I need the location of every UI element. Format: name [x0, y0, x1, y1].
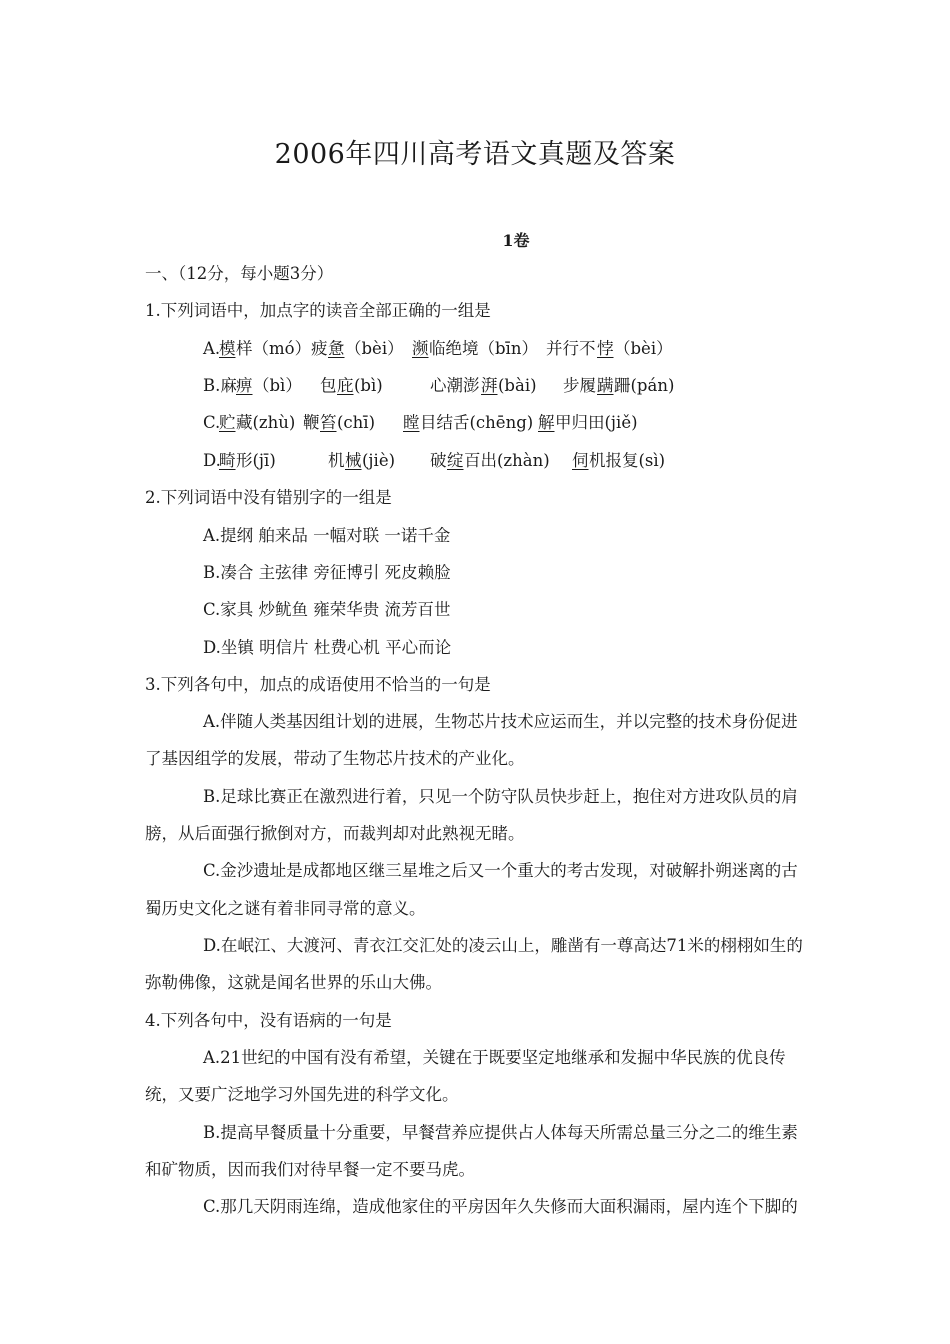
text-segment: 并行不 [546, 339, 596, 358]
text-segment: 心潮澎 [430, 376, 480, 395]
question-3-option-a: A.伴随人类基因组计划的进展，生物芯片技术应运而生，并以完整的技术身份促进 [203, 712, 798, 731]
question-3-option-d: D.在岷江、大渡河、青衣江交汇处的凌云山上，雕凿有一尊高达71米的栩栩如生的 [203, 936, 803, 955]
question-1-stem: 1.下列词语中，加点字的读音全部正确的一组是 [145, 301, 491, 320]
text-segment: 疲 [311, 339, 328, 358]
text-segment: （bèi） [345, 339, 404, 358]
question-3-stem: 3.下列各句中，加点的成语使用不恰当的一句是 [145, 675, 491, 694]
text-segment: 包 [320, 376, 337, 395]
dotted-char: 悖 [597, 339, 614, 358]
dotted-char: 濒 [412, 339, 429, 358]
text-segment: D. [203, 451, 221, 470]
question-4-option-b: B.提高早餐质量十分重要，早餐营养应提供占人体每天所需总量三分之二的维生素 [203, 1123, 798, 1142]
question-3-option-b: B.足球比赛正在激烈进行着，只见一个防守队员快步赶上，抱住对方进攻队员的肩 [203, 787, 798, 806]
text-segment: 鞭 [303, 413, 320, 432]
dotted-char: 痹 [236, 376, 253, 395]
dotted-char: 械 [345, 451, 362, 470]
text-segment: B.麻 [203, 376, 237, 395]
text-segment: (bì) [354, 376, 383, 395]
text-segment: A. [203, 339, 221, 358]
section-heading: 一、（12分，每小题3分） [145, 264, 334, 283]
text-segment: 样（mó） [236, 339, 312, 358]
question-3-option-c-cont: 蜀历史文化之谜有着非同寻常的意义。 [145, 899, 426, 918]
text-segment: 临绝境（bīn） [429, 339, 538, 358]
dotted-char: 庇 [337, 376, 354, 395]
text-segment: 跚(pán) [614, 376, 675, 395]
text-segment: 机报复(sì) [589, 451, 666, 470]
text-segment: 目结舌(chēng) [420, 413, 534, 432]
dotted-char: 模 [219, 339, 236, 358]
text-segment: （bèi） [614, 339, 673, 358]
volume-heading: 1卷 [502, 231, 530, 250]
question-2-option-b: B.凑合 主弦律 旁征博引 死皮赖脸 [203, 563, 451, 582]
question-3-option-d-cont: 弥勒佛像，这就是闻名世界的乐山大佛。 [145, 973, 442, 992]
dotted-char: 蹒 [597, 376, 614, 395]
dotted-char: 瞠 [403, 413, 420, 432]
question-3-option-a-cont: 了基因组学的发展，带动了生物芯片技术的产业化。 [145, 749, 525, 768]
question-3-option-b-cont: 膀，从后面强行掀倒对方，而裁判却对此熟视无睹。 [145, 824, 525, 843]
question-4-option-c: C.那几天阴雨连绵，造成他家住的平房因年久失修而大面积漏雨，屋内连个下脚的 [203, 1197, 798, 1216]
dotted-char: 湃 [481, 376, 498, 395]
question-4-stem: 4.下列各句中，没有语病的一句是 [145, 1011, 392, 1030]
question-2-option-d: D.坐镇 明信片 杜费心机 平心而论 [203, 638, 452, 657]
dotted-char: 绽 [447, 451, 464, 470]
text-segment: (bài) [498, 376, 537, 395]
dotted-char: 笞 [320, 413, 337, 432]
text-segment: C. [203, 413, 221, 432]
text-segment: 甲归田(jiě) [555, 413, 638, 432]
text-segment: 百出(zhàn) [464, 451, 550, 470]
question-4-option-a: A.21世纪的中国有没有希望，关键在于既要坚定地继承和发掘中华民族的优良传 [203, 1048, 786, 1067]
dotted-char: 惫 [328, 339, 345, 358]
question-2-option-a: A.提纲 舶来品 一幅对联 一诺千金 [203, 526, 451, 545]
text-segment: 藏(zhù) [236, 413, 296, 432]
dotted-char: 贮 [219, 413, 236, 432]
text-segment: （bì） [253, 376, 302, 395]
question-3-option-c: C.金沙遗址是成都地区继三星堆之后又一个重大的考古发现，对破解扑朔迷离的古 [203, 861, 798, 880]
text-segment: 形(jī) [236, 451, 276, 470]
text-segment: (jiè) [362, 451, 396, 470]
text-segment: 破 [430, 451, 447, 470]
dotted-char: 伺 [572, 451, 589, 470]
text-segment: (chī) [337, 413, 376, 432]
page-title: 2006年四川高考语文真题及答案 [274, 139, 676, 170]
dotted-char: 解 [538, 413, 555, 432]
question-2-stem: 2.下列词语中没有错别字的一组是 [145, 488, 392, 507]
question-4-option-a-cont: 统，又要广泛地学习外国先进的科学文化。 [145, 1085, 459, 1104]
text-segment: 步履 [563, 376, 596, 395]
text-segment: 机 [328, 451, 345, 470]
question-2-option-c: C.家具 炒鱿鱼 雍荣华贵 流芳百世 [203, 600, 451, 619]
question-4-option-b-cont: 和矿物质，因而我们对待早餐一定不要马虎。 [145, 1160, 475, 1179]
dotted-char: 畸 [219, 451, 236, 470]
